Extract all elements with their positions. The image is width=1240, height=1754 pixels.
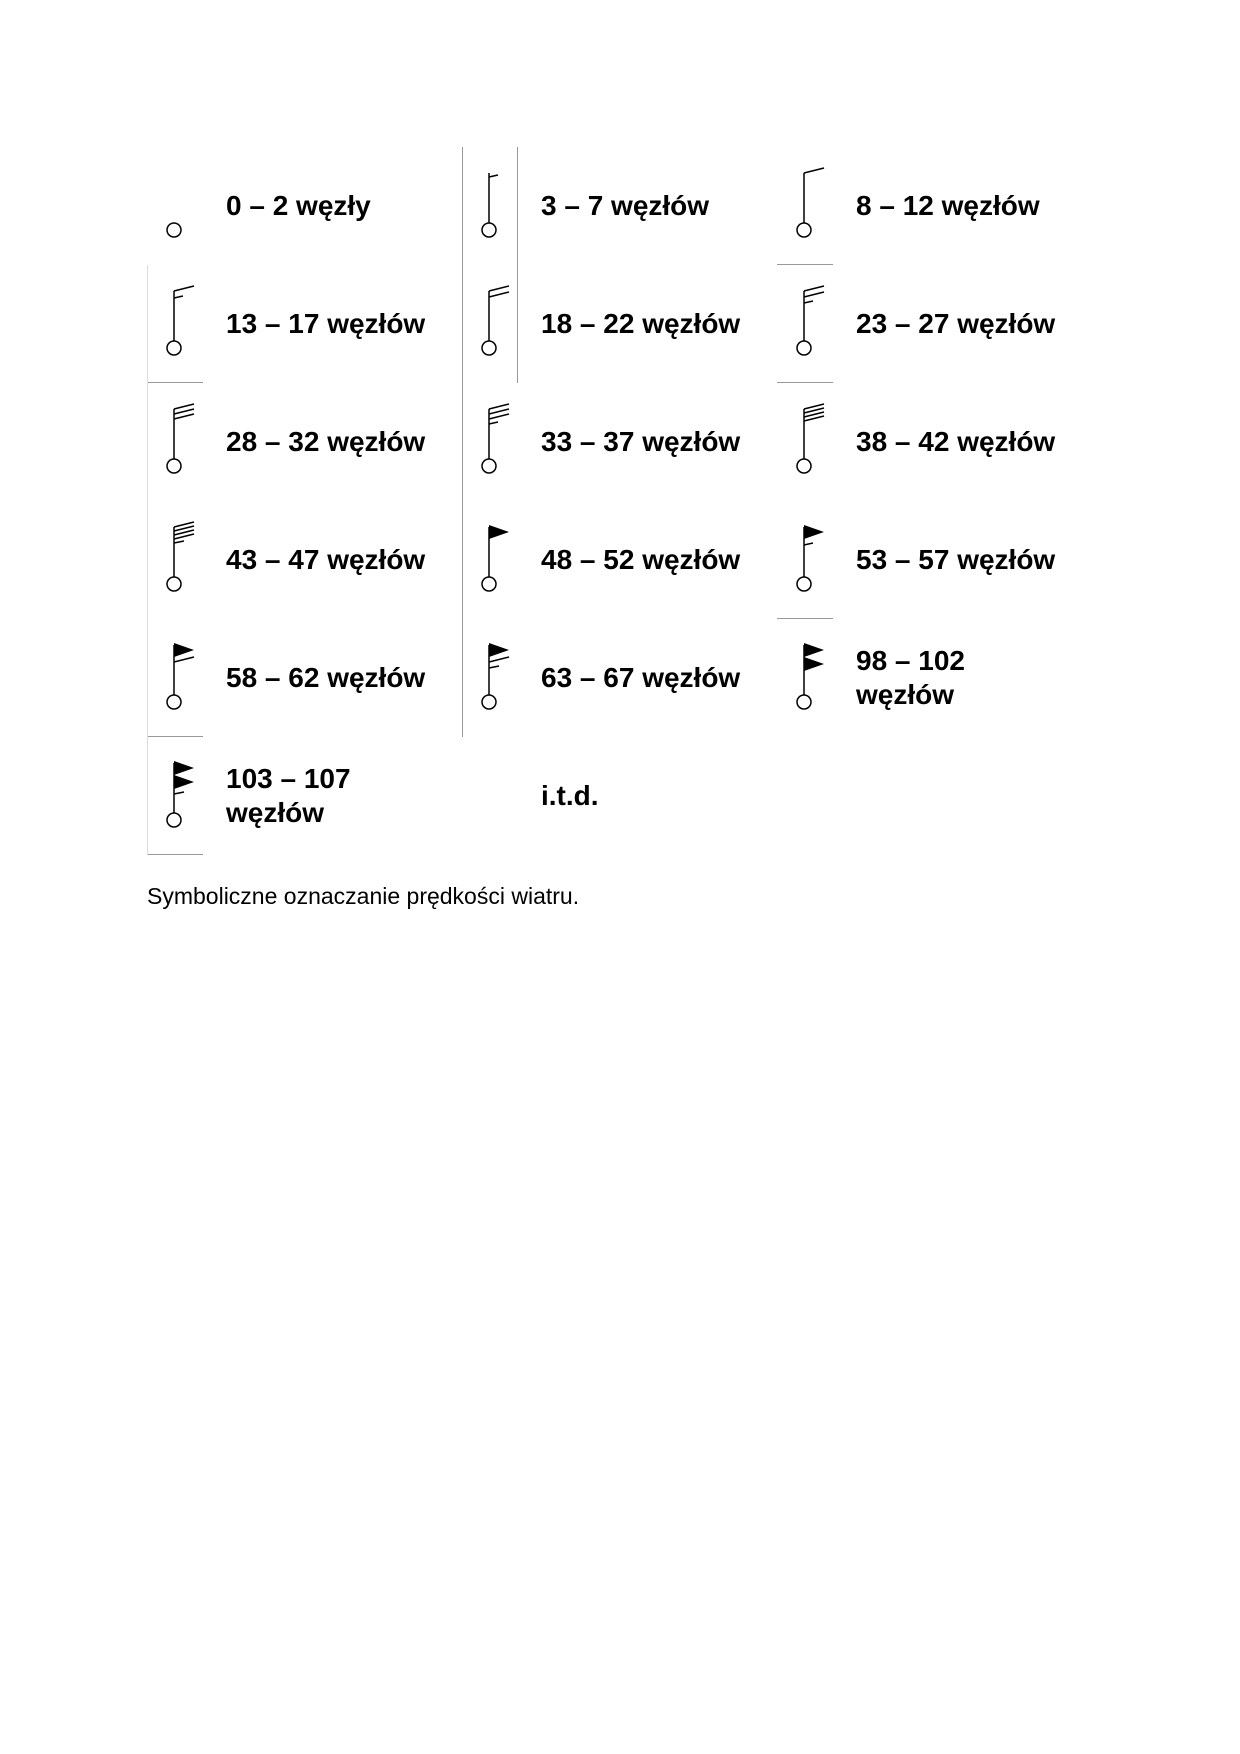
table-divider [517, 147, 518, 383]
table-cell [147, 147, 462, 265]
table-cell [462, 147, 777, 265]
wind-pennant-2-icon [777, 619, 833, 737]
wind-barb-3-half-icon [462, 383, 518, 501]
table-cell [777, 619, 1092, 737]
table-cell [777, 265, 1092, 383]
wind-symbol-table [147, 147, 1092, 855]
speed-label: 18 – 22 węzłów [541, 308, 741, 339]
table-cell [147, 619, 462, 737]
speed-label: 0 – 2 węzły [226, 190, 371, 221]
speed-label: 8 – 12 węzłów [856, 190, 1040, 221]
wind-barb-1-icon [777, 147, 833, 265]
speed-label: 28 – 32 węzłów [226, 426, 426, 457]
speed-label: 38 – 42 węzłów [856, 426, 1056, 457]
table-cell [462, 619, 777, 737]
table-cell [777, 147, 1092, 265]
speed-label: 53 – 57 węzłów [856, 544, 1056, 575]
speed-label: 3 – 7 węzłów [541, 190, 710, 221]
wind-barb-2-half-icon [777, 265, 833, 383]
table-cell [462, 265, 777, 383]
wind-pennant-icon [462, 501, 518, 619]
etc-label: i.t.d. [541, 780, 599, 811]
calm-circle-icon [147, 147, 203, 265]
wind-pennant-1-icon [147, 619, 203, 737]
wind-barb-1-half-icon [147, 265, 203, 383]
speed-label: 98 – 102 węzłów [856, 645, 965, 710]
speed-label: 48 – 52 węzłów [541, 544, 741, 575]
table-cell [462, 501, 777, 619]
wind-barb-half-icon [462, 147, 518, 265]
table-cell [147, 737, 462, 855]
speed-label: 58 – 62 węzłów [226, 662, 426, 693]
table-cell [777, 383, 1092, 501]
table-cell [462, 383, 777, 501]
table-divider [462, 147, 463, 383]
table-cell [777, 501, 1092, 619]
wind-barb-4-icon [777, 383, 833, 501]
speed-label: 13 – 17 węzłów [226, 308, 426, 339]
figure-caption: Symboliczne oznaczanie prędkości wiatru. [147, 883, 580, 909]
speed-label: 23 – 27 węzłów [856, 308, 1056, 339]
table-cell [147, 501, 462, 619]
speed-label: 63 – 67 węzłów [541, 662, 741, 693]
table-cell [462, 737, 777, 855]
wind-barb-3-icon [147, 383, 203, 501]
speed-label: 103 – 107 węzłów [226, 763, 351, 828]
speed-label: 33 – 37 węzłów [541, 426, 741, 457]
table-cell [147, 383, 462, 501]
table-cell [147, 265, 462, 383]
table-divider [147, 265, 148, 855]
wind-pennant-1-half-icon [462, 619, 518, 737]
speed-label: 43 – 47 węzłów [226, 544, 426, 575]
wind-pennant-half-icon [777, 501, 833, 619]
wind-barb-2-icon [462, 265, 518, 383]
wind-barb-4-half-icon [147, 501, 203, 619]
table-divider [462, 383, 463, 737]
empty-cell [777, 737, 1092, 855]
wind-pennant-2-half-icon [147, 737, 203, 855]
